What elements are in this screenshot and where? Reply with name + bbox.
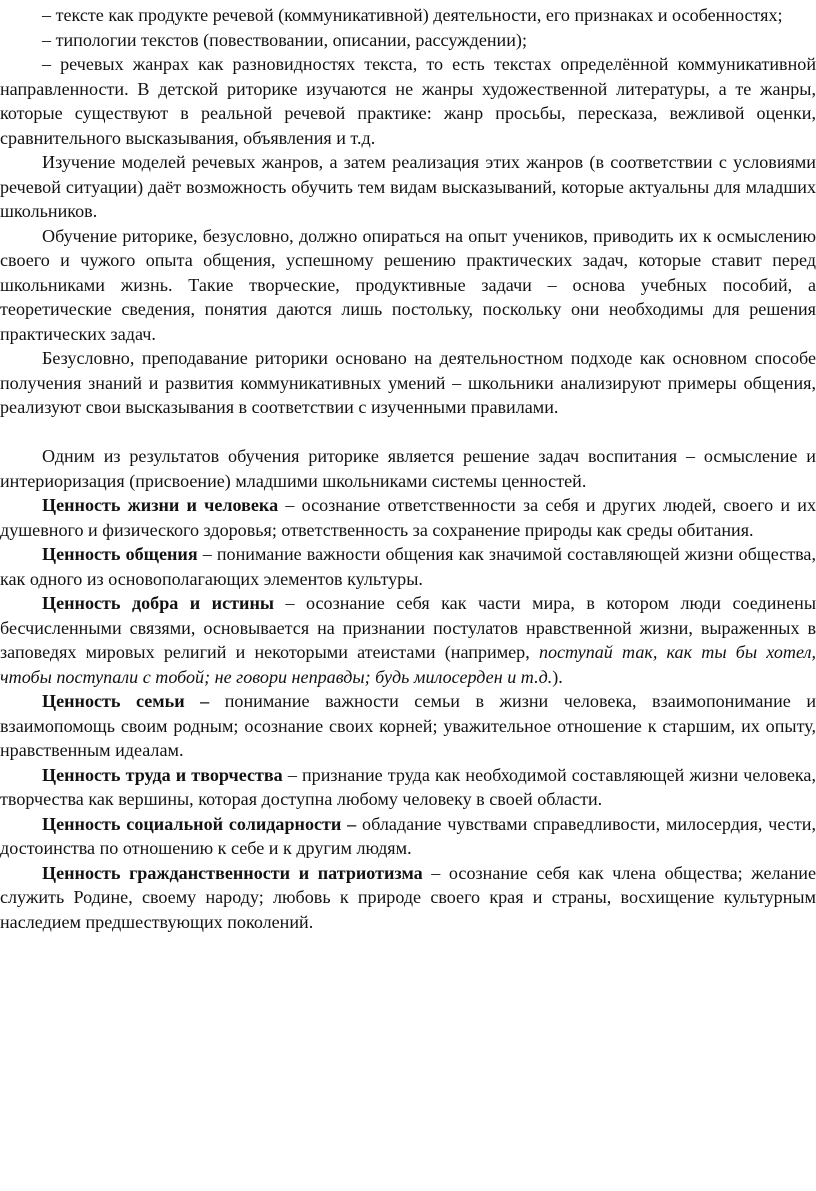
value-labor-and-creativity [0,763,816,812]
value-term: Ценность социальной солидарности – [42,813,357,834]
value-description: понимание важности семьи в жизни человека, взаимопонимание и взаимопомощь своим родным; осознание своих корней; уважительное отношение к старшим, их опыту, нравственным идеалам. [0,691,816,760]
value-term: Ценность жизни и человека [42,495,279,515]
list-item-speech-genres: – речевых жанрах как разновидностях текста, то есть текстах определённой коммуникативной направленности. В детской риторике изучаются не жанры художественной литературы, а те жанры, которые существуют в реальной речевой практике: жанр просьбы, пересказа, вежливой оценки, сравнительного высказывания, объявления и т.д. [0,54,816,148]
value-citizenship-and-patriotism [0,861,816,935]
value-communication [0,542,816,591]
value-term: Ценность добра и истины [42,593,275,613]
value-description: обладание чувствами справедливости, милосердия, чести, достоинства по отношению к себе и к другим людям. [0,813,816,858]
value-description: – осознание ответственности за себя и других людей, своего и их душевного и физического здоровья; ответственность за сохранение природы как среды обитания. [0,495,816,540]
value-term: Ценность гражданственности и патриотизма [42,862,423,883]
paragraph-genre-models: Изучение моделей речевых жанров, а затем реализация этих жанров (в соответствии с условиями речевой ситуации) даёт возможность обучить тем видам высказываний, которые актуальны для младших школьников. [0,152,816,221]
paragraph-activity-approach: Безусловно, преподавание риторики основано на деятельностном подходе как основном способе получения знаний и развития коммуникативных умений – школьники анализируют примеры общения, реализуют свои высказывания в соответствии с изученными правилами. [0,348,816,417]
value-social-solidarity [0,812,816,861]
value-description: – признание труда как необходимой составляющей жизни человека, творчества как вершины, которая доступна любому человеку в своей области. [0,764,816,809]
value-family [0,689,816,763]
value-term: Ценность общения [42,544,198,564]
paragraph-rhetoric-experience: Обучение риторике, безусловно, должно опираться на опыт учеников, приводить их к осмыслению своего и чужого опыта общения, успешному решению практических задач, которые ставит перед школьниками жизнь. Такие творческие, продуктивные задачи – основа учебных пособий, а теоретические сведения, понятия даются лишь постольку, поскольку они необходимы для решения практических задач. [0,225,816,344]
paragraph-spacer [0,420,816,445]
value-description-tail: ). [552,666,563,687]
list-item-text-as-product: – тексте как продукте речевой (коммуникативной) деятельности, его признаках и особенностях; [42,5,783,25]
value-example-italic: поступай так, как ты бы хотел, чтобы поступали с тобой; не говори неправды; будь милосерден и т.д. [0,642,816,687]
paragraph-values-intro: Одним из результатов обучения риторике является решение задач воспитания – осмысление и интериоризация (присвоение) младшими школьниками системы ценностей. [0,446,816,491]
value-description: – осознание себя как члена общества; желание служить Родине, своему народу; любовь к природе своего края и страны, восхищение культурным наследием предшествующих поколений. [0,862,816,932]
value-good-and-truth [0,591,816,689]
value-life-and-person [0,493,816,542]
value-description: – понимание важности общения как значимой составляющей жизни общества, как одного из основополагающих элементов культуры. [0,544,816,589]
value-description: – осознание себя как части мира, в котором люди соединены бесчисленными связями, основывается на признании постулатов нравственной жизни, выраженных в заповедях мировых религий и некоторыми атеистами (например, [0,593,816,662]
list-item-text-typology: – типологии текстов (повествовании, описании, рассуждении); [42,29,527,50]
value-term: Ценность труда и творчества [42,764,283,785]
value-term: Ценность семьи – [42,691,210,711]
